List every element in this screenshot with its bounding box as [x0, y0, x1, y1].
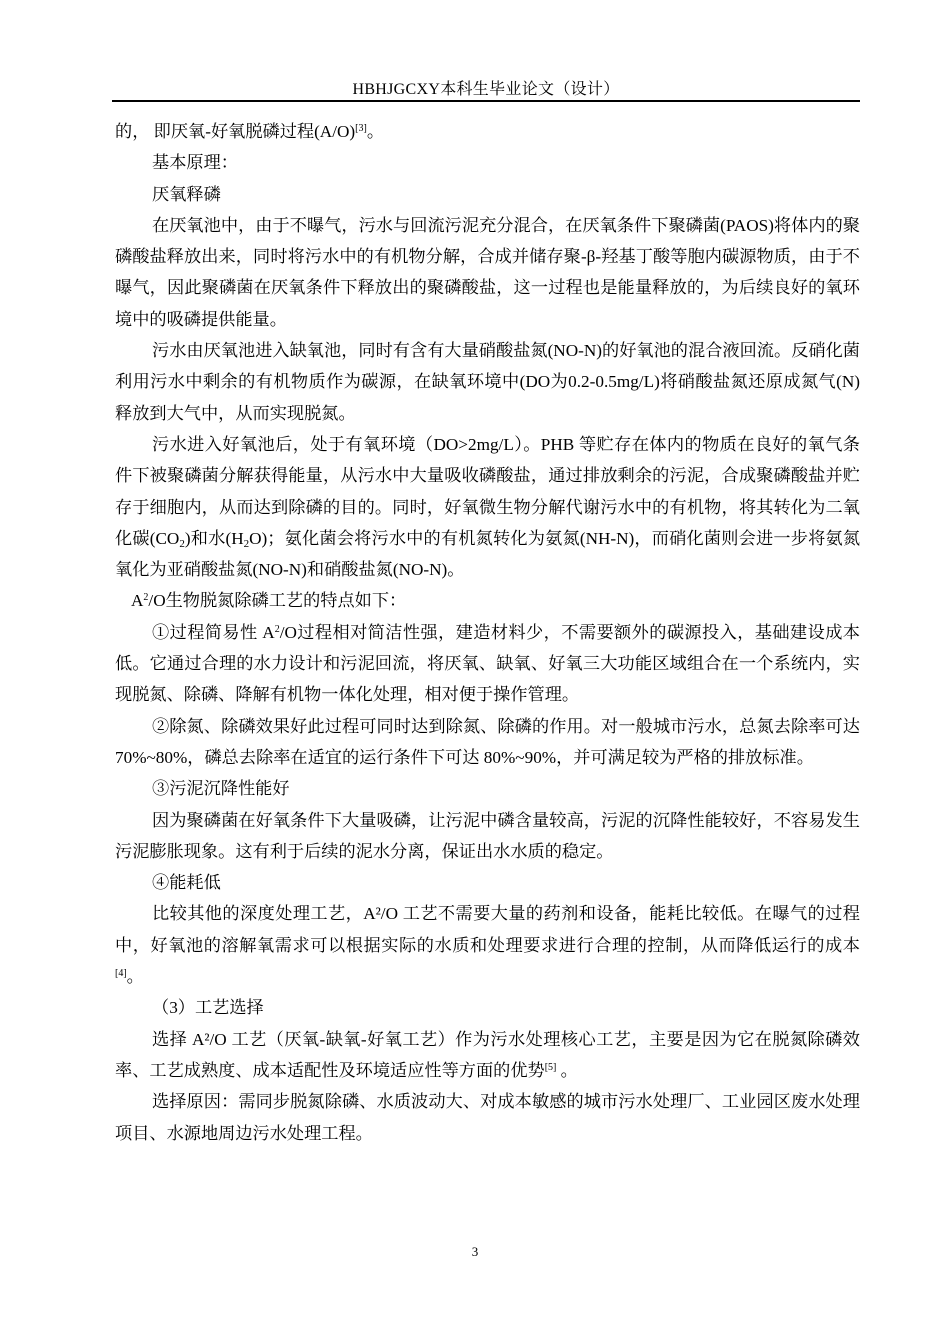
paragraph-feature-removal-efficiency: ②除氮、除磷效果好此过程可同时达到除氮、除磷的作用。对一般城市污水，总氮去除率可达 70%~80%，磷总去除率在适宜的运行条件下可达 80%~90%，并可满足较为严格的排放标准。 [115, 716, 860, 767]
paragraph-selection-reasons: 选择原因：需同步脱氮除磷、水质波动大、对成本敏感的城市污水处理厂、工业园区废水处理项目、水源地周边污水处理工程。 [115, 1092, 860, 1143]
section-heading-process-selection: （3）工艺选择 [152, 998, 264, 1018]
citation-ref: [5] [544, 1061, 557, 1073]
paragraph-ao-process: 的， 即厌氧-好氧脱磷过程(A/O)[3]。 [115, 122, 385, 141]
citation-ref: [3] [355, 123, 367, 134]
page-header: HBHJGCXY本科生毕业论文（设计） [352, 81, 620, 98]
header-divider [112, 100, 860, 102]
paragraph-aerobic-tank: 污水进入好氧池后，处于有氧环境（DO>2mg/L）。PHB 等贮存在体内的物质在良好的氧气条件下被聚磷菌分解获得能量，从污水中大量吸收磷酸盐，通过排放剩余的污泥，合成聚磷酸盐并贮存于细胞内，从而达到除磷的目的。同时，好氧微生物分解代谢污水中的有机物，将其转化为二氧化碳$(CO_2)$和水$(H_2O)$；氨化菌会将污水中的有机氮转化为氨氮(NH-N)，而硝化菌则会进一步将氨氮氧化为亚硝酸盐氮(NO-N)和硝酸盐氮(NO-N)。 [115, 434, 861, 580]
page-number: 3 [471, 1244, 479, 1259]
paragraph-low-energy: 比较其他的深度处理工艺，A²/O 工艺不需要大量的药剂和设备，能耗比较低。在曝气的过程中，好氧池的溶解氧需求可以根据实际的水质和处理要求进行合理的控制，从而降低运行的成本[4]。 [115, 904, 860, 987]
section-label-basic-principle: 基本原理： [152, 153, 238, 173]
subheading-sludge-settling: ③污泥沉降性能好 [152, 779, 290, 799]
paragraph-sludge-settling: 因为聚磷菌在好氧条件下大量吸磷，让污泥中磷含量较高，污泥的沉降性能较好，不容易发生污泥膨胀现象。这有利于后续的泥水分离，保证出水水质的稳定。 [115, 810, 860, 861]
paragraph-features-intro: $A^2/O$生物脱氮除磷工艺的特点如下： [131, 591, 407, 611]
paragraph-anaerobic-tank: 在厌氧池中，由于不曝气，污水与回流污泥充分混合，在厌氧条件下聚磷菌(PAOS)将体内的聚磷酸盐释放出来，同时将污水中的有机物分解，合成并储存聚-β-羟基丁酸等胞内碳源物质，由于不曝气，因此聚磷菌在厌氧条件下释放出的聚磷酸盐，这一过程也是能量释放的，为后续良好的氧环境中的吸磷提供能量。 [115, 215, 860, 329]
subheading-low-energy: ④能耗低 [152, 873, 221, 893]
subheading-anaerobic-phosphorus-release: 厌氧释磷 [152, 184, 221, 204]
paragraph-feature-simplicity: ①过程简易性 $A^2/O$过程相对简洁性强，建造材料少，不需要额外的碳源投入，基础建设成本低。它通过合理的水力设计和污泥回流，将厌氧、缺氧、好氧三大功能区域组合在一个系统内，实现脱氮、除磷、降解有机物一体化处理，相对便于操作管理。 [115, 622, 860, 705]
citation-ref: [4] [115, 968, 127, 980]
document-body [115, 116, 860, 1149]
paragraph-process-selection: 选择 A²/O 工艺（厌氧-缺氧-好氧工艺）作为污水处理核心工艺，主要是因为它在脱氮除磷效率、工艺成熟度、成本适配性及环境适应性等方面的优势[5] 。 [115, 1029, 860, 1080]
paragraph-anoxic-tank: 污水由厌氧池进入缺氧池，同时有含有大量硝酸盐氮(NO-N)的好氧池的混合液回流。反硝化菌利用污水中剩余的有机物质作为碳源，在缺氧环境中(DO为0.2-0.5mg/L)将硝酸盐氮还原成氮气(N)释放到大气中，从而实现脱氮。 [115, 341, 860, 423]
